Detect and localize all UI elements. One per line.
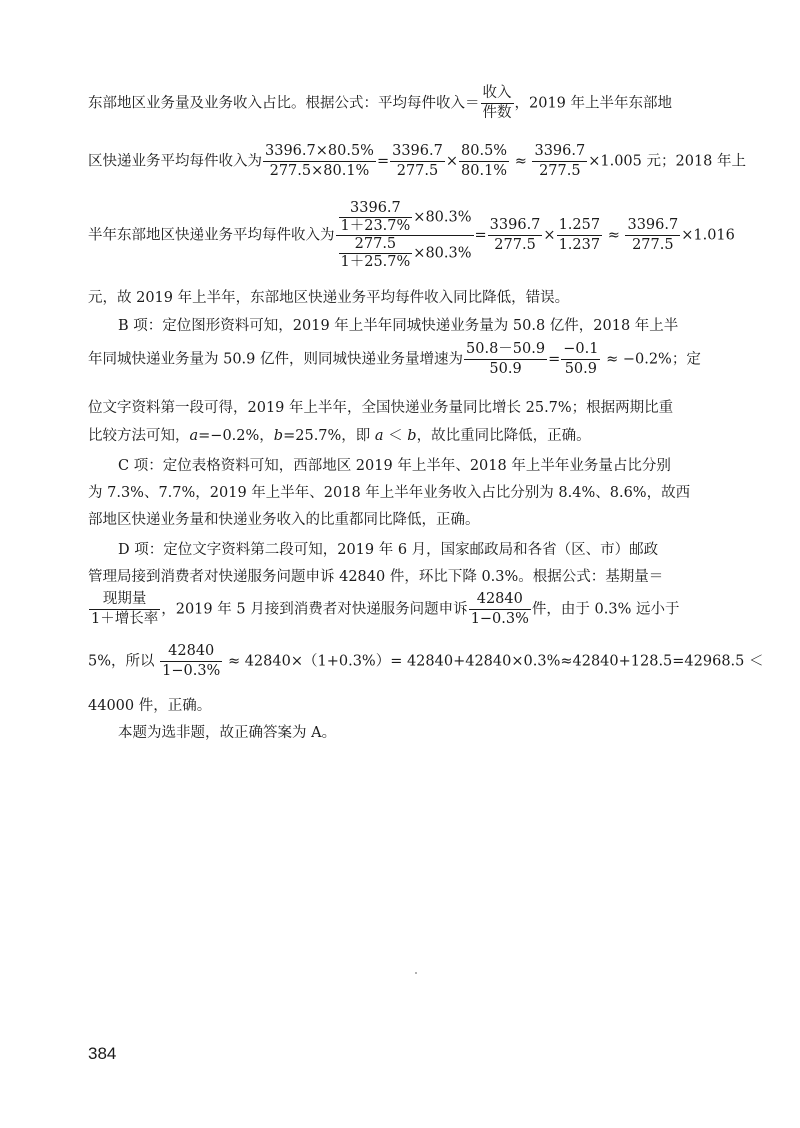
fraction-denominator: 277.5 <box>396 163 439 179</box>
variable-a: a <box>189 428 199 444</box>
approx-sign: ≈ <box>607 227 620 244</box>
multiplier: ×80.3% <box>413 245 472 262</box>
text: ≈ −0.2%；定 <box>606 351 701 368</box>
fraction-denominator: 80.1% <box>461 163 508 179</box>
paragraph-c-line-3: 部地区快递业务量和快递业务收入的比重都同比降低，正确。 <box>88 512 480 528</box>
paragraph-d-line-3 <box>88 590 679 629</box>
text: ×1.016 <box>681 227 735 244</box>
formula-fraction <box>263 142 376 181</box>
formula-fraction <box>488 216 543 255</box>
fraction-numerator: 80.5% <box>459 142 509 162</box>
fraction-denominator: 1＋增长率 <box>91 611 159 627</box>
equals-sign: = <box>474 227 487 244</box>
paragraph-c-line-1: C 项：定位表格资料可知，西部地区 2019 年上半年、2018 年上半年业务量占比分别 <box>118 458 671 474</box>
fraction-denominator: 277.5 <box>494 237 536 253</box>
text: 件，由于 0.3% 远小于 <box>531 601 680 618</box>
fraction-numerator: 3396.7×80.5% <box>263 142 376 162</box>
scan-speck <box>415 972 417 974</box>
fraction-numerator: 42840 <box>469 590 531 610</box>
text: 区快递业务平均每件收入为 <box>88 153 262 170</box>
formula-fraction <box>390 142 445 181</box>
paragraph-a-line-2 <box>88 142 746 181</box>
times-sign: × <box>445 153 459 170</box>
formula-fraction <box>160 642 222 681</box>
formula-fraction <box>561 340 600 379</box>
multiplier: ×80.3% <box>413 209 472 226</box>
text: 比较方法可知， <box>88 428 190 444</box>
text: ，2019 年 5 月接到消费者对快递服务问题申诉 <box>161 601 468 618</box>
fraction-numerator: 3396.7 <box>488 216 543 236</box>
formula-fraction <box>464 340 547 379</box>
fraction-denominator: 1−0.3% <box>470 611 529 627</box>
fraction-numerator: −0.1 <box>561 340 600 360</box>
fraction-denominator: 件数 <box>482 105 512 121</box>
formula-fraction <box>469 590 531 629</box>
paragraph-b-line-3 <box>88 396 673 417</box>
fraction-denominator: 277.5 <box>539 163 581 179</box>
compound-fraction <box>336 200 474 271</box>
formula-fraction <box>625 216 680 255</box>
fraction-numerator: 3396.7 <box>390 142 445 162</box>
page-number: 384 <box>88 1044 117 1063</box>
equals-sign: = <box>376 153 390 170</box>
fraction-numerator: 277.5 <box>339 236 413 254</box>
text: ≈ 42840×（1+0.3%）= 42840+42840×0.3%≈42840+128.5=42968.5 ＜ <box>227 653 764 670</box>
variable-a: a <box>374 428 384 444</box>
paragraph-d-line-2: 管理局接到消费者对快递服务问题申诉 42840 件，环比下降 0.3%。根据公式：基期量＝ <box>88 569 664 585</box>
fraction-denominator: 277.5 <box>632 237 674 253</box>
fraction-denominator: 277.5×80.1% <box>269 163 370 179</box>
approx-sign: ≈ <box>514 153 527 170</box>
variable-b: b <box>273 428 284 444</box>
text: 半年东部地区快递业务平均每件收入为 <box>88 227 335 244</box>
paragraph-a-line-4: 元，故 2019 年上半年，东部地区快递业务平均每件收入同比降低，错误。 <box>88 290 570 306</box>
formula-fraction <box>339 200 413 235</box>
text: ，2019 年上半年东部地 <box>514 95 673 112</box>
fraction-numerator: 收入 <box>481 84 514 104</box>
text: 5%，所以 <box>88 653 155 670</box>
text: 年同城快递业务量为 50.9 亿件，则同城快递业务量增速为 <box>88 351 464 368</box>
fraction-numerator: 3396.7 <box>625 216 680 236</box>
text: ，故比重同比降低，正确。 <box>416 428 591 444</box>
text: 东部地区业务量及业务收入占比。根据公式：平均每件收入＝ <box>88 95 480 112</box>
paragraph-b-line-2 <box>88 340 701 379</box>
fraction-denominator: 50.9 <box>489 361 522 377</box>
formula-fraction <box>532 142 587 181</box>
times-sign: × <box>543 227 556 244</box>
formula-fraction <box>557 216 603 255</box>
text: ＜ <box>383 428 408 444</box>
fraction-numerator: 50.8－50.9 <box>464 340 547 360</box>
fraction-numerator: 现期量 <box>89 590 160 610</box>
fraction-numerator: 42840 <box>160 642 222 662</box>
paragraph-d-line-4 <box>88 642 764 681</box>
formula-fraction <box>459 142 509 181</box>
variable-b: b <box>407 428 417 444</box>
fraction-denominator: 50.9 <box>564 361 597 377</box>
text: =25.7%，即 <box>283 428 375 444</box>
paragraph-c-line-2: 为 7.3%、7.7%，2019 年上半年、2018 年上半年业务收入占比分别为 8.4%、8.6%，故西 <box>88 485 691 501</box>
fraction-numerator: 3396.7 <box>532 142 587 162</box>
paragraph-b-line-1: B 项：定位图形资料可知，2019 年上半年同城快递业务量为 50.8 亿件，2018 年上半 <box>118 318 679 334</box>
text: 位文字资料第一段可得，2019 年上半年，全国快递业务量同比增长 25.7%；根据两期比重 <box>88 400 674 416</box>
formula-fraction <box>339 236 413 271</box>
equals-sign: = <box>548 351 561 368</box>
paragraph-b-line-4 <box>88 424 591 445</box>
fraction-denominator: 1−0.3% <box>162 663 221 679</box>
formula-fraction <box>89 590 160 629</box>
paragraph-d-line-1: D 项：定位文字资料第二段可知，2019 年 6 月，国家邮政局和各省（区、市）邮政 <box>118 542 659 558</box>
compound-numerator <box>336 200 474 236</box>
paragraph-a-line-1 <box>88 84 672 123</box>
fraction-denominator: 1＋25.7% <box>340 254 411 270</box>
paragraph-a-line-3 <box>88 200 735 271</box>
fraction-denominator: 1.237 <box>558 237 601 253</box>
paragraph-d-line-5: 44000 件，正确。 <box>88 698 212 714</box>
formula-fraction <box>481 84 514 123</box>
fraction-numerator: 1.257 <box>557 216 603 236</box>
final-answer: 本题为选非题，故正确答案为 A。 <box>118 725 337 741</box>
text: =−0.2%， <box>198 428 274 444</box>
fraction-numerator: 3396.7 <box>339 200 413 218</box>
text: ×1.005 元；2018 年上 <box>588 153 746 170</box>
compound-denominator <box>336 236 474 271</box>
fraction-denominator: 1＋23.7% <box>340 218 411 234</box>
